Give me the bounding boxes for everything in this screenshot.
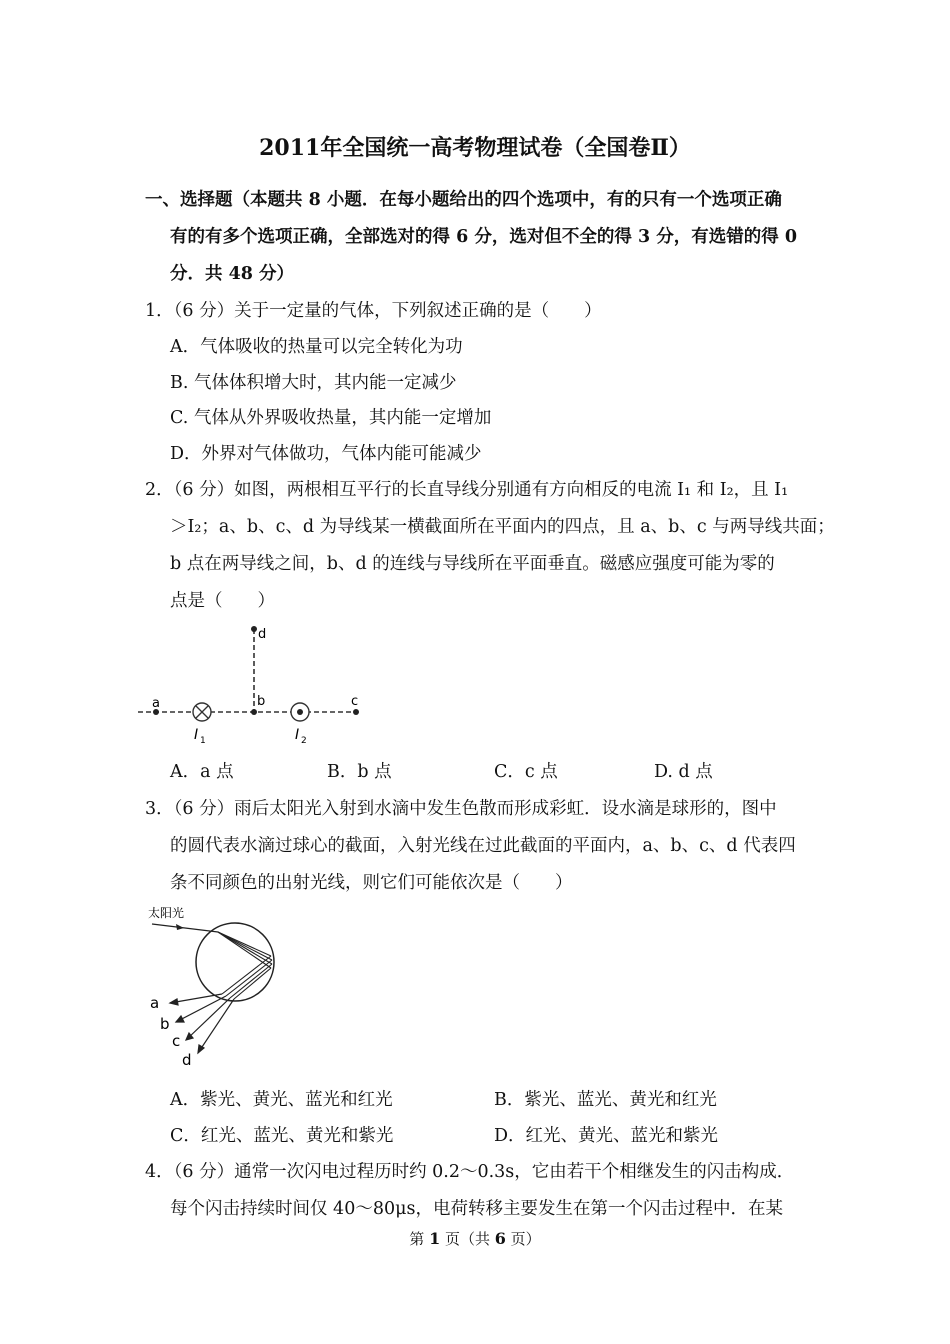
- q1-option-a: A．气体吸收的热量可以完全转化为功: [170, 337, 463, 357]
- page-footer: [0, 1228, 950, 1249]
- q3-ray-c: [186, 998, 230, 1040]
- footer-prefix: 第: [409, 1230, 430, 1248]
- page-title: 2011年全国统一高考物理试卷（全国卷Ⅱ）: [259, 135, 691, 161]
- section-heading-line-3: 分．共 48 分）: [170, 264, 295, 284]
- q3-label-a: a: [150, 994, 160, 1012]
- q3-stem-line-3: 条不同颜色的出射光线，则它们可能依次是（ ）: [170, 873, 573, 893]
- q2-stem-line-2: ＞I₂；a、b、c、d 为导线某一横截面所在平面内的四点，且 a、b、c 与两导线共面；: [170, 517, 835, 537]
- footer-suffix: 页）: [505, 1230, 541, 1248]
- footer-page-number: 1: [429, 1229, 441, 1248]
- q1-option-d: D．外界对气体做功，气体内能可能减少: [170, 444, 482, 464]
- footer-middle: 页（共: [440, 1230, 495, 1248]
- q2-label-b: b: [257, 694, 266, 709]
- q3-stem-line-2: 的圆代表水滴过球心的截面，入射光线在过此截面的平面内，a、b、c、d 代表四: [170, 836, 796, 856]
- q2-label-i2: I: [295, 727, 300, 743]
- q3-label-d: d: [182, 1051, 192, 1069]
- q2-label-i2-sub: 2: [301, 736, 307, 746]
- q2-label-c: c: [351, 694, 359, 709]
- q2-option-a: A．a 点: [170, 762, 234, 782]
- section-heading-line-2: 有的有多个选项正确，全部选对的得 6 分，选对但不全的得 3 分，有选错的得 0: [170, 227, 797, 247]
- q2-label-d: d: [258, 627, 267, 642]
- section-heading-line-1: 一、选择题（本题共 8 小题．在每小题给出的四个选项中，有的只有一个选项正确: [145, 190, 782, 210]
- q3-stem-line-1: 3．（6 分）雨后太阳光入射到水滴中发生色散而形成彩虹．设水滴是球形的，图中: [145, 799, 777, 819]
- q2-stem-line-3: b 点在两导线之间，b、d 的连线与导线所在平面垂直。磁感应强度可能为零的: [170, 554, 775, 574]
- q2-option-c: C．c 点: [494, 762, 558, 782]
- q3-label-b: b: [160, 1015, 170, 1033]
- q2-wire-diagram: [130, 615, 380, 750]
- q3-label-c: c: [172, 1032, 181, 1050]
- q2-stem-line-1: 2．（6 分）如图，两根相互平行的长直导线分别通有方向相反的电流 I₁ 和 I₂，且 I₁: [145, 480, 789, 500]
- q2-point-b-dot: [251, 709, 257, 715]
- q2-option-b: B．b 点: [327, 762, 392, 782]
- q2-label-i1: I: [194, 727, 199, 743]
- q2-option-d: D. d 点: [654, 762, 713, 782]
- q1-option-c: C. 气体从外界吸收热量，其内能一定增加: [170, 408, 492, 428]
- q3-option-b: B．紫光、蓝光、黄光和红光: [494, 1090, 717, 1110]
- wire-out-of-page-icon: [291, 703, 309, 721]
- q3-option-c: C．红光、蓝光、黄光和紫光: [170, 1126, 394, 1146]
- q2-label-a: a: [152, 696, 160, 711]
- q2-point-d-dot: [251, 626, 257, 632]
- q4-stem-line-1: 4．（6 分）通常一次闪电过程历时约 0.2～0.3s，它由若干个相继发生的闪击构成．: [145, 1162, 795, 1182]
- q3-option-d: D．红光、黄光、蓝光和紫光: [494, 1126, 719, 1146]
- footer-total-pages: 6: [494, 1229, 506, 1248]
- q3-option-a: A．紫光、黄光、蓝光和红光: [170, 1090, 393, 1110]
- q4-stem-line-2: 每个闪击持续时间仅 40～80μs，电荷转移主要发生在第一个闪击过程中．在某: [170, 1199, 783, 1219]
- q1-option-b: B. 气体体积增大时，其内能一定减少: [170, 373, 457, 393]
- q3-incident-ray: [152, 924, 218, 932]
- q3-sunlight-label: 太阳光: [148, 906, 185, 920]
- q1-stem: 1．（6 分）关于一定量的气体，下列叙述正确的是（ ）: [145, 301, 602, 321]
- q2-point-c-dot: [353, 709, 359, 715]
- q3-incident-arrow-icon: [176, 924, 184, 930]
- q2-stem-line-4: 点是（ ）: [170, 591, 275, 611]
- q2-label-i1-sub: 1: [200, 736, 206, 746]
- wire-into-page-icon: [193, 703, 211, 721]
- q3-raindrop-diagram: [140, 898, 290, 1073]
